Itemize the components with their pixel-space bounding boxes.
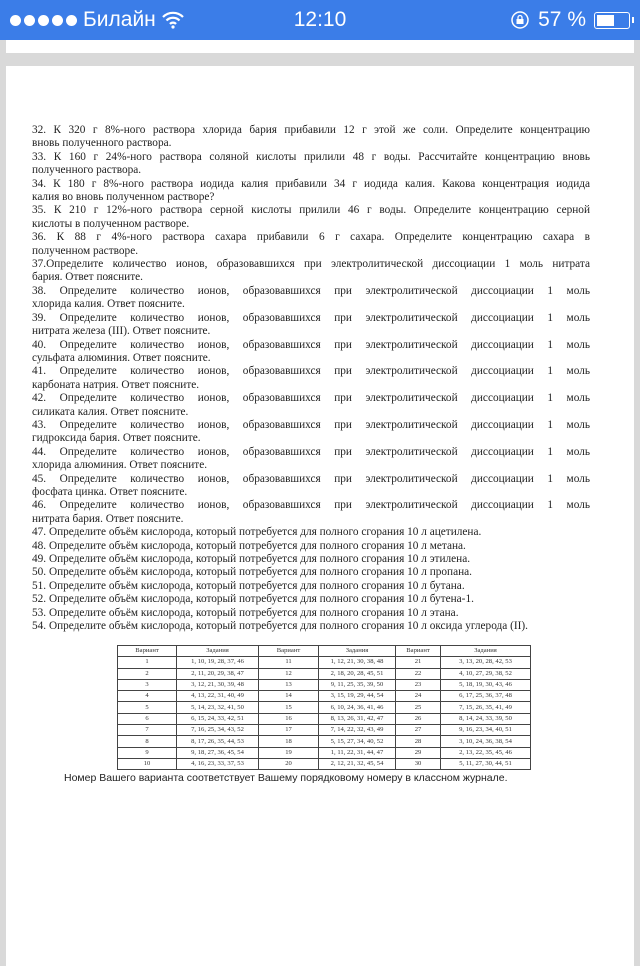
variant-cell: 3 — [118, 679, 177, 690]
column-header: Задания — [319, 646, 396, 657]
table-row — [118, 668, 531, 679]
problem-line: 36. К 88 г 4%-ного раствора сахара прибавили 6 г сахара. Определите концентрацию сахара в — [32, 231, 590, 244]
variant-cell: 14 — [259, 691, 319, 702]
variant-cell: 5 — [118, 702, 177, 713]
tasks-cell: 2, 12, 21, 32, 45, 54 — [319, 758, 396, 769]
problem-line: 40. Определите количество ионов, образовавшихся при электролитической диссоциации 1 моль — [32, 338, 590, 351]
problem-line: 46. Определите количество ионов, образовавшихся при электролитической диссоциации 1 моль — [32, 499, 590, 512]
problem-line: хлорида калия. Ответ поясните. — [32, 298, 185, 311]
table-row — [118, 713, 531, 724]
tasks-cell: 7, 16, 25, 34, 43, 52 — [177, 725, 259, 736]
problem-line: 43. Определите количество ионов, образовавшихся при электролитической диссоциации 1 моль — [32, 418, 590, 431]
problem-line: хлорида алюминия. Ответ поясните. — [32, 459, 208, 472]
tasks-cell: 5, 18, 19, 30, 43, 46 — [441, 679, 531, 690]
column-header: Вариант — [396, 646, 441, 657]
problem-line: 39. Определите количество ионов, образовавшихся при электролитической диссоциации 1 моль — [32, 311, 590, 324]
carrier-name: Билайн — [83, 8, 156, 31]
problem-item — [32, 620, 590, 633]
clock: 12:10 — [293, 8, 347, 31]
problem-item — [32, 392, 590, 419]
table-header-row — [118, 646, 531, 657]
table-row — [118, 679, 531, 690]
tasks-cell: 1, 11, 22, 31, 44, 47 — [319, 747, 396, 758]
problem-line: полученного раствора. — [32, 164, 142, 177]
problem-line: карбоната натрия. Ответ поясните. — [32, 378, 200, 391]
variant-cell: 26 — [396, 713, 441, 724]
tasks-cell: 7, 15, 26, 35, 41, 49 — [441, 702, 531, 713]
problem-item — [32, 446, 590, 473]
problem-item — [32, 258, 590, 285]
tasks-cell: 3, 13, 20, 28, 42, 53 — [441, 657, 531, 668]
problem-line: 41. Определите количество ионов, образовавшихся при электролитической диссоциации 1 моль — [32, 365, 590, 378]
variant-cell: 17 — [259, 725, 319, 736]
variant-cell: 25 — [396, 702, 441, 713]
tasks-cell: 5, 14, 23, 32, 41, 50 — [177, 702, 259, 713]
footer-note: Номер Вашего варианта соответствует Вашему порядковому номеру в классном журнале. — [64, 772, 508, 784]
problem-line: нитрата бария. Ответ поясните. — [32, 512, 184, 525]
problem-line: 48. Определите объём кислорода, который потребуется для полного сгорания 10 л метана. — [32, 539, 466, 552]
column-header: Вариант — [259, 646, 319, 657]
status-bar — [0, 0, 640, 40]
tasks-cell: 8, 13, 26, 31, 42, 47 — [319, 713, 396, 724]
problem-line: 52. Определите объём кислорода, который потребуется для полного сгорания 10 л бутена-1. — [32, 593, 474, 606]
variant-cell: 30 — [396, 758, 441, 769]
variant-cell: 13 — [259, 679, 319, 690]
problem-item — [32, 473, 590, 500]
variant-cell: 11 — [259, 657, 319, 668]
variant-cell: 27 — [396, 725, 441, 736]
problem-item — [32, 365, 590, 392]
previous-page — [6, 40, 634, 53]
problem-line: 37.Определите количество ионов, образовавшихся при электролитической диссоциации 1 моль нитрата — [32, 258, 590, 271]
problem-line: вновь полученного раствора. — [32, 137, 172, 150]
column-header: Задания — [441, 646, 531, 657]
tasks-cell: 2, 13, 22, 35, 45, 46 — [441, 747, 531, 758]
variant-cell: 21 — [396, 657, 441, 668]
problem-line: 47. Определите объём кислорода, который потребуется для полного сгорания 10 л ацетилена. — [32, 526, 482, 539]
problem-line: силиката калия. Ответ поясните. — [32, 405, 189, 418]
variant-cell: 20 — [259, 758, 319, 769]
tasks-cell: 9, 16, 23, 34, 40, 51 — [441, 725, 531, 736]
problem-line: 34. К 180 г 8%-ного раствора иодида калия прибавили 34 г иодида калия. Какова концентрация иодида — [32, 177, 590, 190]
problem-item — [32, 499, 590, 526]
rotation-lock-icon — [510, 10, 530, 30]
variant-cell: 1 — [118, 657, 177, 668]
tasks-cell: 8, 14, 24, 33, 39, 50 — [441, 713, 531, 724]
problem-line: 54. Определите объём кислорода, который потребуется для полного сгорания 10 л оксида углерода (II). — [32, 620, 528, 633]
table-row — [118, 736, 531, 747]
variant-cell: 16 — [259, 713, 319, 724]
problem-line: фосфата цинка. Ответ поясните. — [32, 485, 188, 498]
problem-item — [32, 178, 590, 205]
problem-line: 35. К 210 г 12%-ного раствора серной кислоты прилили 46 г воды. Определите концентрацию серной — [32, 204, 590, 217]
problem-item — [32, 526, 590, 539]
variant-cell: 4 — [118, 691, 177, 702]
variant-cell: 8 — [118, 736, 177, 747]
problem-line: сульфата алюминия. Ответ поясните. — [32, 351, 211, 364]
battery-icon — [594, 12, 630, 29]
problem-item — [32, 419, 590, 446]
problem-item — [32, 312, 590, 339]
tasks-cell: 8, 17, 26, 35, 44, 53 — [177, 736, 259, 747]
problem-item — [32, 540, 590, 553]
table-row — [118, 725, 531, 736]
problem-item — [32, 580, 590, 593]
table-row — [118, 758, 531, 769]
tasks-cell: 3, 10, 24, 36, 38, 54 — [441, 736, 531, 747]
variant-cell: 23 — [396, 679, 441, 690]
variant-cell: 28 — [396, 736, 441, 747]
problem-line: 32. К 320 г 8%-ного раствора хлорида бария прибавили 12 г этой же соли. Определите концентрацию — [32, 124, 590, 136]
tasks-cell: 2, 18, 20, 28, 45, 51 — [319, 668, 396, 679]
tasks-cell: 5, 11, 27, 30, 44, 51 — [441, 758, 531, 769]
problem-item — [32, 593, 590, 606]
variant-cell: 7 — [118, 725, 177, 736]
variant-cell: 10 — [118, 758, 177, 769]
table-row — [118, 657, 531, 668]
variant-cell: 22 — [396, 668, 441, 679]
column-header: Вариант — [118, 646, 177, 657]
variant-cell: 19 — [259, 747, 319, 758]
problem-line: 42. Определите количество ионов, образовавшихся при электролитической диссоциации 1 моль — [32, 392, 590, 405]
problem-line: 51. Определите объём кислорода, который потребуется для полного сгорания 10 л бутана. — [32, 579, 465, 592]
problem-item — [32, 204, 590, 231]
column-header: Задания — [177, 646, 259, 657]
problem-item — [32, 339, 590, 366]
variant-cell: 18 — [259, 736, 319, 747]
problem-line: 33. К 160 г 24%-ного раствора соляной кислоты прилили 48 г воды. Рассчитайте концентрацию вновь — [32, 150, 590, 163]
table-row — [118, 691, 531, 702]
problem-line: 50. Определите объём кислорода, который потребуется для полного сгорания 10 л пропана. — [32, 566, 472, 579]
problem-line: 53. Определите объём кислорода, который потребуется для полного сгорания 10 л этана. — [32, 606, 459, 619]
tasks-cell: 4, 10, 27, 29, 38, 52 — [441, 668, 531, 679]
problem-line: нитрата железа (III). Ответ поясните. — [32, 325, 211, 338]
variant-cell: 29 — [396, 747, 441, 758]
problem-item — [32, 607, 590, 620]
variant-cell: 15 — [259, 702, 319, 713]
tasks-cell: 3, 12, 21, 30, 39, 48 — [177, 679, 259, 690]
tasks-cell: 6, 17, 25, 36, 37, 48 — [441, 691, 531, 702]
variant-cell: 2 — [118, 668, 177, 679]
problem-line: 38. Определите количество ионов, образовавшихся при электролитической диссоциации 1 моль — [32, 284, 590, 297]
problem-item — [32, 566, 590, 579]
problem-line: 44. Определите количество ионов, образовавшихся при электролитической диссоциации 1 моль — [32, 445, 590, 458]
tasks-cell: 6, 15, 24, 33, 42, 51 — [177, 713, 259, 724]
problem-item — [32, 124, 590, 151]
problem-item — [32, 285, 590, 312]
tasks-cell: 4, 13, 22, 31, 40, 49 — [177, 691, 259, 702]
tasks-cell: 1, 10, 19, 28, 37, 46 — [177, 657, 259, 668]
tasks-cell: 4, 16, 23, 33, 37, 53 — [177, 758, 259, 769]
problem-line: бария. Ответ поясните. — [32, 271, 143, 284]
problem-line: калия во вновь полученном растворе? — [32, 191, 215, 204]
problem-item — [32, 231, 590, 258]
problem-item — [32, 553, 590, 566]
variant-cell: 12 — [259, 668, 319, 679]
problem-line: кислоты в полученном растворе. — [32, 217, 190, 230]
battery-percent: 57 % — [538, 8, 586, 31]
problem-line: 49. Определите объём кислорода, который потребуется для полного сгорания 10 л этилена. — [32, 553, 471, 565]
table-row — [118, 747, 531, 758]
variant-cell: 24 — [396, 691, 441, 702]
tasks-cell: 5, 15, 27, 34, 40, 52 — [319, 736, 396, 747]
table-row — [118, 702, 531, 713]
tasks-cell: 2, 11, 20, 29, 38, 47 — [177, 668, 259, 679]
variant-cell: 9 — [118, 747, 177, 758]
tasks-cell: 1, 12, 21, 30, 38, 48 — [319, 657, 396, 668]
variant-cell: 6 — [118, 713, 177, 724]
variants-table — [117, 645, 531, 770]
tasks-cell: 7, 14, 22, 32, 43, 49 — [319, 725, 396, 736]
tasks-cell: 9, 11, 25, 35, 39, 50 — [319, 679, 396, 690]
problem-list — [32, 124, 590, 633]
problem-line: полученном растворе. — [32, 244, 139, 257]
document-page[interactable] — [6, 66, 634, 966]
problem-line: 45. Определите количество ионов, образовавшихся при электролитической диссоциации 1 моль — [32, 472, 590, 485]
problem-item — [32, 151, 590, 178]
tasks-cell: 3, 15, 19, 29, 44, 54 — [319, 691, 396, 702]
tasks-cell: 6, 10, 24, 36, 41, 46 — [319, 702, 396, 713]
problem-line: гидроксида бария. Ответ поясните. — [32, 432, 201, 445]
tasks-cell: 9, 18, 27, 36, 45, 54 — [177, 747, 259, 758]
